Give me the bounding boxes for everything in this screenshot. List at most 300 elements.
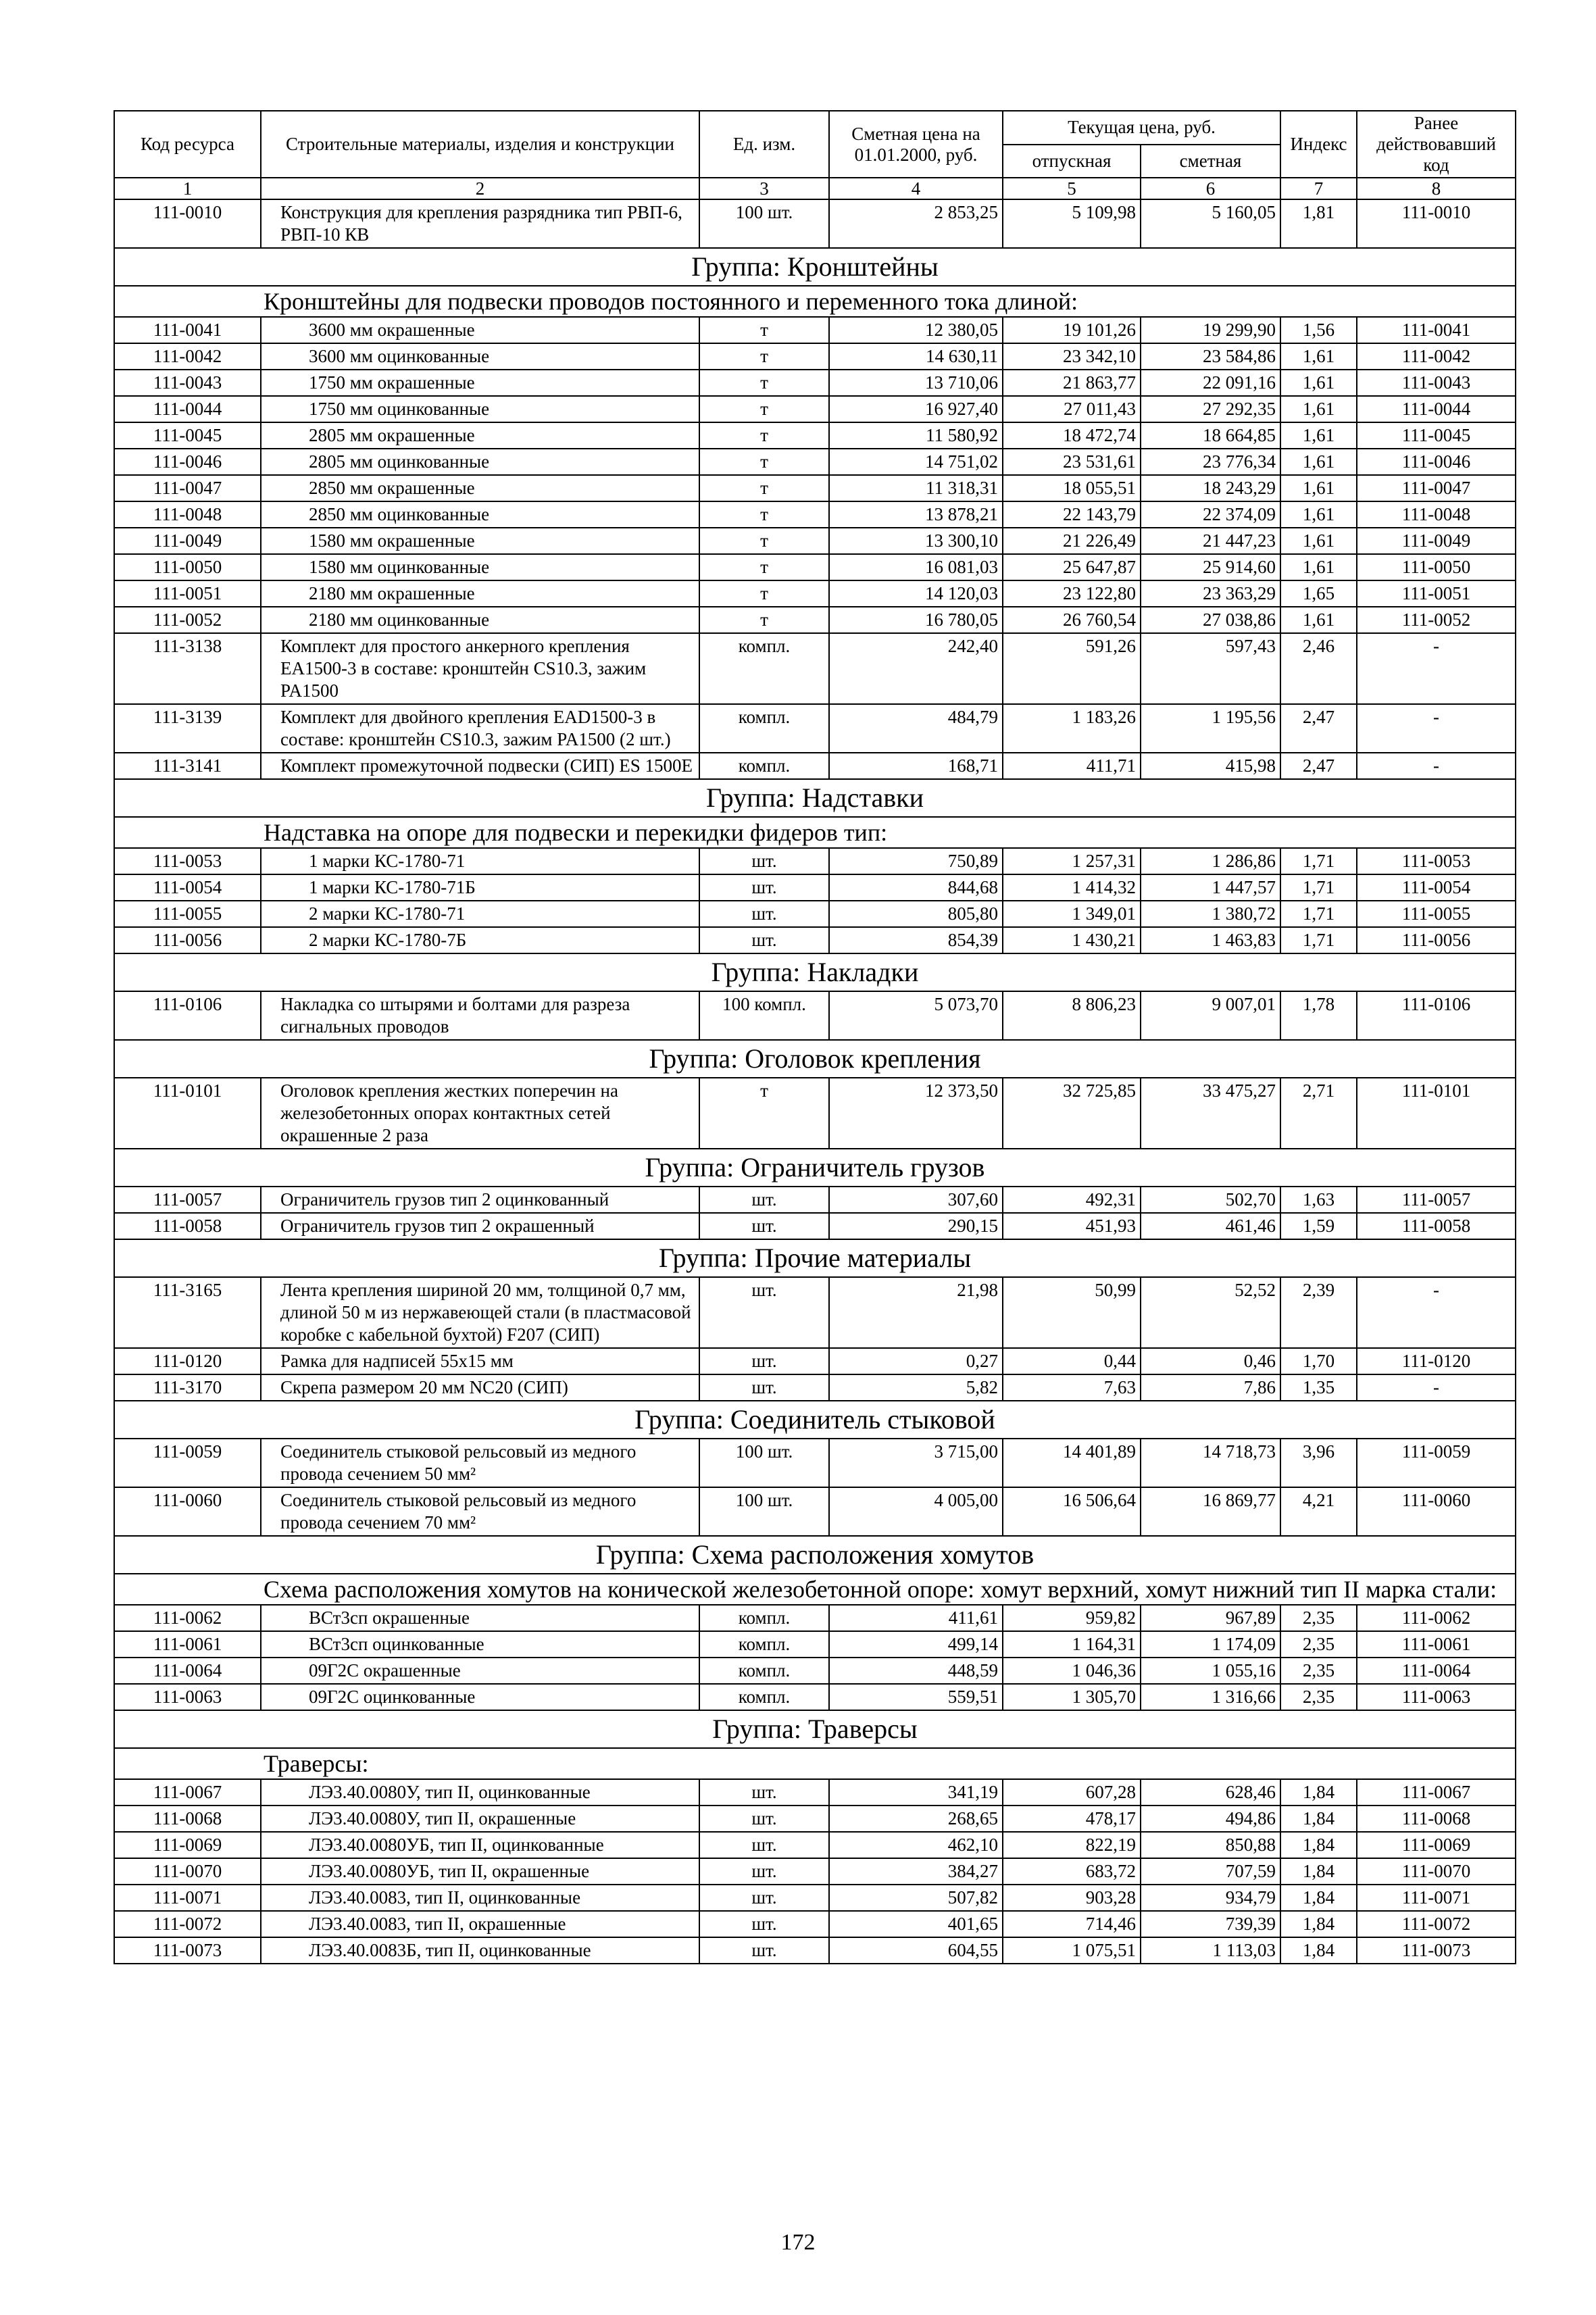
unit: т (699, 475, 829, 501)
material-name: Соединитель стыковой рельсовый из медного провода сечением 70 мм² (261, 1487, 699, 1536)
estimate-price: 23 584,86 (1141, 343, 1280, 370)
table-row (114, 874, 1516, 901)
release-price: 1 305,70 (1003, 1684, 1141, 1710)
index: 1,84 (1280, 1911, 1357, 1937)
group-heading-row (114, 1401, 1516, 1439)
release-price: 411,71 (1003, 753, 1141, 779)
index: 1,84 (1280, 1937, 1357, 1964)
index: 2,47 (1280, 704, 1357, 753)
table-row (114, 1806, 1516, 1832)
unit: шт. (699, 1911, 829, 1937)
resource-code: 111-0056 (114, 927, 261, 953)
base-price: 384,27 (829, 1858, 1003, 1885)
release-price: 18 055,51 (1003, 475, 1141, 501)
estimate-price: 597,43 (1141, 633, 1280, 704)
base-price: 12 380,05 (829, 317, 1003, 343)
table-row (114, 1911, 1516, 1937)
material-name: Скрепа размером 20 мм NC20 (СИП) (261, 1374, 699, 1401)
unit: т (699, 607, 829, 633)
unit: компл. (699, 633, 829, 704)
estimate-price: 628,46 (1141, 1779, 1280, 1806)
index: 1,61 (1280, 554, 1357, 580)
release-price: 19 101,26 (1003, 317, 1141, 343)
material-name: Оголовок крепления жестких поперечин на железобетонных опорах контактных сетей окрашенные 2 раза (261, 1078, 699, 1149)
group-heading: Группа: Кронштейны (114, 248, 1516, 286)
unit: т (699, 317, 829, 343)
resource-code: 111-0063 (114, 1684, 261, 1710)
unit: т (699, 422, 829, 449)
resource-code: 111-0042 (114, 343, 261, 370)
header-name: Строительные материалы, изделия и конструкции (261, 111, 699, 178)
table-row (114, 1779, 1516, 1806)
unit: шт. (699, 927, 829, 953)
group-heading-row (114, 1536, 1516, 1574)
group-heading: Группа: Соединитель стыковой (114, 1401, 1516, 1439)
subheader-row (114, 1748, 1516, 1779)
previous-code: 111-0057 (1357, 1187, 1516, 1213)
table-row (114, 449, 1516, 475)
estimate-price: 19 299,90 (1141, 317, 1280, 343)
resource-code: 111-0046 (114, 449, 261, 475)
base-price: 2 853,25 (829, 199, 1003, 248)
table-row (114, 343, 1516, 370)
material-name: Лента крепления шириной 20 мм, толщиной 0,7 мм, длиной 50 м из нержавеющей стали (в пластмасовой коробке с кабельной бухтой) F207 (СИП) (261, 1277, 699, 1348)
estimate-price: 739,39 (1141, 1911, 1280, 1937)
previous-code: 111-0064 (1357, 1658, 1516, 1684)
group-heading-row (114, 953, 1516, 991)
base-price: 21,98 (829, 1277, 1003, 1348)
resource-code: 111-0052 (114, 607, 261, 633)
resource-code: 111-0050 (114, 554, 261, 580)
estimate-price: 23 776,34 (1141, 449, 1280, 475)
previous-code: 111-0041 (1357, 317, 1516, 343)
base-price: 499,14 (829, 1631, 1003, 1658)
resource-code: 111-0049 (114, 528, 261, 554)
release-price: 591,26 (1003, 633, 1141, 704)
previous-code: - (1357, 1277, 1516, 1348)
table-row (114, 704, 1516, 753)
estimate-price: 25 914,60 (1141, 554, 1280, 580)
estimate-price: 1 380,72 (1141, 901, 1280, 927)
release-price: 1 046,36 (1003, 1658, 1141, 1684)
estimate-price: 934,79 (1141, 1885, 1280, 1911)
group-heading-row (114, 1040, 1516, 1078)
resource-code: 111-3139 (114, 704, 261, 753)
previous-code: 111-0068 (1357, 1806, 1516, 1832)
previous-code: 111-0046 (1357, 449, 1516, 475)
previous-code: 111-0056 (1357, 927, 1516, 953)
material-name: Соединитель стыковой рельсовый из медного провода сечением 50 мм² (261, 1439, 699, 1487)
unit: компл. (699, 1631, 829, 1658)
estimate-price: 1 174,09 (1141, 1631, 1280, 1658)
release-price: 21 226,49 (1003, 528, 1141, 554)
base-price: 16 927,40 (829, 396, 1003, 422)
base-price: 5 073,70 (829, 991, 1003, 1040)
unit: т (699, 501, 829, 528)
resource-code: 111-3138 (114, 633, 261, 704)
release-price: 26 760,54 (1003, 607, 1141, 633)
previous-code: 111-0070 (1357, 1858, 1516, 1885)
subheader-text: Кронштейны для подвески проводов постоянного и переменного тока длиной: (114, 286, 1516, 317)
resource-code: 111-0120 (114, 1348, 261, 1374)
unit: шт. (699, 1937, 829, 1964)
table-row (114, 317, 1516, 343)
table-row (114, 1858, 1516, 1885)
index: 2,46 (1280, 633, 1357, 704)
base-price: 13 878,21 (829, 501, 1003, 528)
base-price: 854,39 (829, 927, 1003, 953)
resource-code: 111-0072 (114, 1911, 261, 1937)
base-price: 604,55 (829, 1937, 1003, 1964)
estimate-price: 33 475,27 (1141, 1078, 1280, 1149)
estimate-price: 18 243,29 (1141, 475, 1280, 501)
previous-code: - (1357, 704, 1516, 753)
unit: шт. (699, 1213, 829, 1239)
group-heading: Группа: Ограничитель грузов (114, 1149, 1516, 1187)
table-row (114, 607, 1516, 633)
column-number: 2 (261, 178, 699, 199)
resource-code: 111-0071 (114, 1885, 261, 1911)
base-price: 14 120,03 (829, 580, 1003, 607)
release-price: 822,19 (1003, 1832, 1141, 1858)
estimate-price: 707,59 (1141, 1858, 1280, 1885)
table-row (114, 1348, 1516, 1374)
material-name: ВСт3сп окрашенные (261, 1605, 699, 1631)
index: 1,61 (1280, 501, 1357, 528)
header-base-price: Сметная цена на 01.01.2000, руб. (829, 111, 1003, 178)
resource-code: 111-0068 (114, 1806, 261, 1832)
material-name: 1750 мм окрашенные (261, 370, 699, 396)
estimate-price: 967,89 (1141, 1605, 1280, 1631)
header-row (114, 111, 1516, 145)
header-release-price: отпускная (1003, 145, 1141, 178)
index: 1,61 (1280, 370, 1357, 396)
estimate-price: 5 160,05 (1141, 199, 1280, 248)
material-name: Рамка для надписей 55х15 мм (261, 1348, 699, 1374)
release-price: 50,99 (1003, 1277, 1141, 1348)
index: 1,61 (1280, 422, 1357, 449)
resource-code: 111-0057 (114, 1187, 261, 1213)
index: 2,71 (1280, 1078, 1357, 1149)
base-price: 11 318,31 (829, 475, 1003, 501)
estimate-price: 22 374,09 (1141, 501, 1280, 528)
group-heading-row (114, 1149, 1516, 1187)
release-price: 18 472,74 (1003, 422, 1141, 449)
base-price: 16 081,03 (829, 554, 1003, 580)
estimate-price: 52,52 (1141, 1277, 1280, 1348)
estimate-price: 502,70 (1141, 1187, 1280, 1213)
base-price: 448,59 (829, 1658, 1003, 1684)
base-price: 307,60 (829, 1187, 1003, 1213)
unit: шт. (699, 1779, 829, 1806)
material-name: ЛЭ3.40.0083Б, тип II, оцинкованные (261, 1937, 699, 1964)
material-name: 3600 мм окрашенные (261, 317, 699, 343)
unit: т (699, 554, 829, 580)
previous-code: 111-0067 (1357, 1779, 1516, 1806)
base-price: 484,79 (829, 704, 1003, 753)
release-price: 14 401,89 (1003, 1439, 1141, 1487)
unit: шт. (699, 1277, 829, 1348)
unit: т (699, 580, 829, 607)
estimate-price: 1 055,16 (1141, 1658, 1280, 1684)
estimate-price: 461,46 (1141, 1213, 1280, 1239)
release-price: 27 011,43 (1003, 396, 1141, 422)
index: 1,63 (1280, 1187, 1357, 1213)
group-heading-row (114, 248, 1516, 286)
previous-code: 111-0069 (1357, 1832, 1516, 1858)
previous-code: 111-0044 (1357, 396, 1516, 422)
index: 2,47 (1280, 753, 1357, 779)
index: 1,61 (1280, 528, 1357, 554)
previous-code: 111-0120 (1357, 1348, 1516, 1374)
index: 1,71 (1280, 901, 1357, 927)
index: 1,71 (1280, 848, 1357, 874)
index: 1,84 (1280, 1885, 1357, 1911)
table-row (114, 1078, 1516, 1149)
index: 2,35 (1280, 1684, 1357, 1710)
estimate-price: 0,46 (1141, 1348, 1280, 1374)
subheader-text: Схема расположения хомутов на конической железобетонной опоре: хомут верхний, хомут нижний тип II марка стали: (114, 1574, 1516, 1605)
unit: компл. (699, 704, 829, 753)
resource-code: 111-0041 (114, 317, 261, 343)
material-name: Ограничитель грузов тип 2 оцинкованный (261, 1187, 699, 1213)
index: 1,65 (1280, 580, 1357, 607)
release-price: 714,46 (1003, 1911, 1141, 1937)
base-price: 750,89 (829, 848, 1003, 874)
base-price: 0,27 (829, 1348, 1003, 1374)
table-row (114, 422, 1516, 449)
page-number: 172 (780, 2230, 816, 2255)
index: 3,96 (1280, 1439, 1357, 1487)
base-price: 805,80 (829, 901, 1003, 927)
unit: шт. (699, 874, 829, 901)
resource-code: 111-0047 (114, 475, 261, 501)
previous-code: 111-0060 (1357, 1487, 1516, 1536)
index: 1,78 (1280, 991, 1357, 1040)
subheader-text: Траверсы: (114, 1748, 1516, 1779)
unit: т (699, 396, 829, 422)
material-name: Комплект для двойного крепления EAD1500-3 в составе: кронштейн CS10.3, зажим PA1500 (2 шт.) (261, 704, 699, 753)
unit: шт. (699, 1374, 829, 1401)
index: 2,35 (1280, 1658, 1357, 1684)
release-price: 451,93 (1003, 1213, 1141, 1239)
base-price: 14 751,02 (829, 449, 1003, 475)
previous-code: 111-0010 (1357, 199, 1516, 248)
material-name: 2850 мм окрашенные (261, 475, 699, 501)
index: 1,81 (1280, 199, 1357, 248)
estimate-price: 7,86 (1141, 1374, 1280, 1401)
index: 1,56 (1280, 317, 1357, 343)
base-price: 411,61 (829, 1605, 1003, 1631)
table-row (114, 1213, 1516, 1239)
release-price: 1 430,21 (1003, 927, 1141, 953)
column-number: 6 (1141, 178, 1280, 199)
release-price: 1 349,01 (1003, 901, 1141, 927)
previous-code: 111-0059 (1357, 1439, 1516, 1487)
previous-code: 111-0053 (1357, 848, 1516, 874)
resource-code: 111-0062 (114, 1605, 261, 1631)
index: 1,84 (1280, 1832, 1357, 1858)
unit: шт. (699, 848, 829, 874)
release-price: 607,28 (1003, 1779, 1141, 1806)
estimate-price: 16 869,77 (1141, 1487, 1280, 1536)
index: 1,84 (1280, 1779, 1357, 1806)
previous-code: 111-0047 (1357, 475, 1516, 501)
resource-code: 111-0060 (114, 1487, 261, 1536)
material-name: 2 марки КС-1780-71 (261, 901, 699, 927)
base-price: 11 580,92 (829, 422, 1003, 449)
material-name: Конструкция для крепления разрядника тип РВП-6, РВП-10 КВ (261, 199, 699, 248)
index: 1,59 (1280, 1213, 1357, 1239)
release-price: 0,44 (1003, 1348, 1141, 1374)
index: 2,35 (1280, 1605, 1357, 1631)
estimate-price: 494,86 (1141, 1806, 1280, 1832)
unit: шт. (699, 901, 829, 927)
unit: т (699, 528, 829, 554)
material-name: ЛЭ3.40.0080У, тип II, окрашенные (261, 1806, 699, 1832)
header-estimate-price: сметная (1141, 145, 1280, 178)
unit: т (699, 343, 829, 370)
index: 4,21 (1280, 1487, 1357, 1536)
estimate-price: 1 463,83 (1141, 927, 1280, 953)
material-name: 1 марки КС-1780-71Б (261, 874, 699, 901)
material-name: 3600 мм оцинкованные (261, 343, 699, 370)
resource-code: 111-0067 (114, 1779, 261, 1806)
resource-code: 111-0048 (114, 501, 261, 528)
table-row (114, 901, 1516, 927)
release-price: 1 183,26 (1003, 704, 1141, 753)
material-name: ЛЭ3.40.0080УБ, тип II, окрашенные (261, 1858, 699, 1885)
index: 1,71 (1280, 927, 1357, 953)
release-price: 23 531,61 (1003, 449, 1141, 475)
release-price: 32 725,85 (1003, 1078, 1141, 1149)
estimate-price: 1 316,66 (1141, 1684, 1280, 1710)
resource-code: 111-3165 (114, 1277, 261, 1348)
table-row (114, 1187, 1516, 1213)
material-name: 1580 мм окрашенные (261, 528, 699, 554)
material-name: ЛЭ3.40.0083, тип II, окрашенные (261, 1911, 699, 1937)
table-row (114, 1605, 1516, 1631)
release-price: 1 075,51 (1003, 1937, 1141, 1964)
estimate-price: 1 447,57 (1141, 874, 1280, 901)
material-name: 2180 мм окрашенные (261, 580, 699, 607)
index: 2,35 (1280, 1631, 1357, 1658)
resource-code: 111-0043 (114, 370, 261, 396)
estimate-price: 14 718,73 (1141, 1439, 1280, 1487)
base-price: 5,82 (829, 1374, 1003, 1401)
resource-code: 111-0058 (114, 1213, 261, 1239)
table-row (114, 1832, 1516, 1858)
base-price: 14 630,11 (829, 343, 1003, 370)
material-name: 1750 мм оцинкованные (261, 396, 699, 422)
release-price: 8 806,23 (1003, 991, 1141, 1040)
estimate-price: 1 113,03 (1141, 1937, 1280, 1964)
material-name: 1580 мм оцинкованные (261, 554, 699, 580)
header-current-price: Текущая цена, руб. (1003, 111, 1280, 145)
release-price: 478,17 (1003, 1806, 1141, 1832)
resource-code: 111-0051 (114, 580, 261, 607)
previous-code: 111-0106 (1357, 991, 1516, 1040)
index: 1,71 (1280, 874, 1357, 901)
unit: 100 шт. (699, 1487, 829, 1536)
resource-code: 111-0073 (114, 1937, 261, 1964)
release-price: 683,72 (1003, 1858, 1141, 1885)
resource-code: 111-0059 (114, 1439, 261, 1487)
previous-code: 111-0045 (1357, 422, 1516, 449)
table-row (114, 501, 1516, 528)
resource-code: 111-0106 (114, 991, 261, 1040)
table-row (114, 528, 1516, 554)
column-number: 1 (114, 178, 261, 199)
index: 1,61 (1280, 343, 1357, 370)
previous-code: 111-0062 (1357, 1605, 1516, 1631)
group-heading: Группа: Схема расположения хомутов (114, 1536, 1516, 1574)
column-numbers-row (114, 178, 1516, 199)
material-name: ВСт3сп оцинкованные (261, 1631, 699, 1658)
unit: 100 шт. (699, 1439, 829, 1487)
price-table (114, 110, 1516, 1964)
resource-code: 111-0069 (114, 1832, 261, 1858)
release-price: 1 257,31 (1003, 848, 1141, 874)
table-row (114, 753, 1516, 779)
unit: компл. (699, 1658, 829, 1684)
unit: т (699, 1078, 829, 1149)
base-price: 462,10 (829, 1832, 1003, 1858)
resource-code: 111-0061 (114, 1631, 261, 1658)
material-name: 09Г2С окрашенные (261, 1658, 699, 1684)
base-price: 168,71 (829, 753, 1003, 779)
group-heading-row (114, 1710, 1516, 1748)
column-number: 4 (829, 178, 1003, 199)
index: 1,84 (1280, 1858, 1357, 1885)
unit: шт. (699, 1832, 829, 1858)
table-row (114, 1631, 1516, 1658)
index: 1,35 (1280, 1374, 1357, 1401)
previous-code: - (1357, 633, 1516, 704)
previous-code: 111-0050 (1357, 554, 1516, 580)
resource-code: 111-3170 (114, 1374, 261, 1401)
release-price: 23 122,80 (1003, 580, 1141, 607)
release-price: 1 414,32 (1003, 874, 1141, 901)
base-price: 13 710,06 (829, 370, 1003, 396)
material-name: 2180 мм оцинкованные (261, 607, 699, 633)
group-heading: Группа: Оголовок крепления (114, 1040, 1516, 1078)
estimate-price: 1 195,56 (1141, 704, 1280, 753)
subheader-row (114, 817, 1516, 848)
table-row (114, 199, 1516, 248)
release-price: 903,28 (1003, 1885, 1141, 1911)
group-heading: Группа: Траверсы (114, 1710, 1516, 1748)
subheader-text: Надставка на опоре для подвески и перекидки фидеров тип: (114, 817, 1516, 848)
index: 1,61 (1280, 607, 1357, 633)
column-number: 7 (1280, 178, 1357, 199)
release-price: 21 863,77 (1003, 370, 1141, 396)
previous-code: 111-0042 (1357, 343, 1516, 370)
unit: компл. (699, 753, 829, 779)
column-number: 5 (1003, 178, 1141, 199)
material-name: 09Г2С оцинкованные (261, 1684, 699, 1710)
unit: шт. (699, 1806, 829, 1832)
previous-code: 111-0063 (1357, 1684, 1516, 1710)
header-prev-code: Ранее действовавший код (1357, 111, 1516, 178)
release-price: 25 647,87 (1003, 554, 1141, 580)
previous-code: 111-0051 (1357, 580, 1516, 607)
table-row (114, 1937, 1516, 1964)
base-price: 13 300,10 (829, 528, 1003, 554)
table-row (114, 396, 1516, 422)
group-heading-row (114, 779, 1516, 817)
resource-code: 111-0053 (114, 848, 261, 874)
